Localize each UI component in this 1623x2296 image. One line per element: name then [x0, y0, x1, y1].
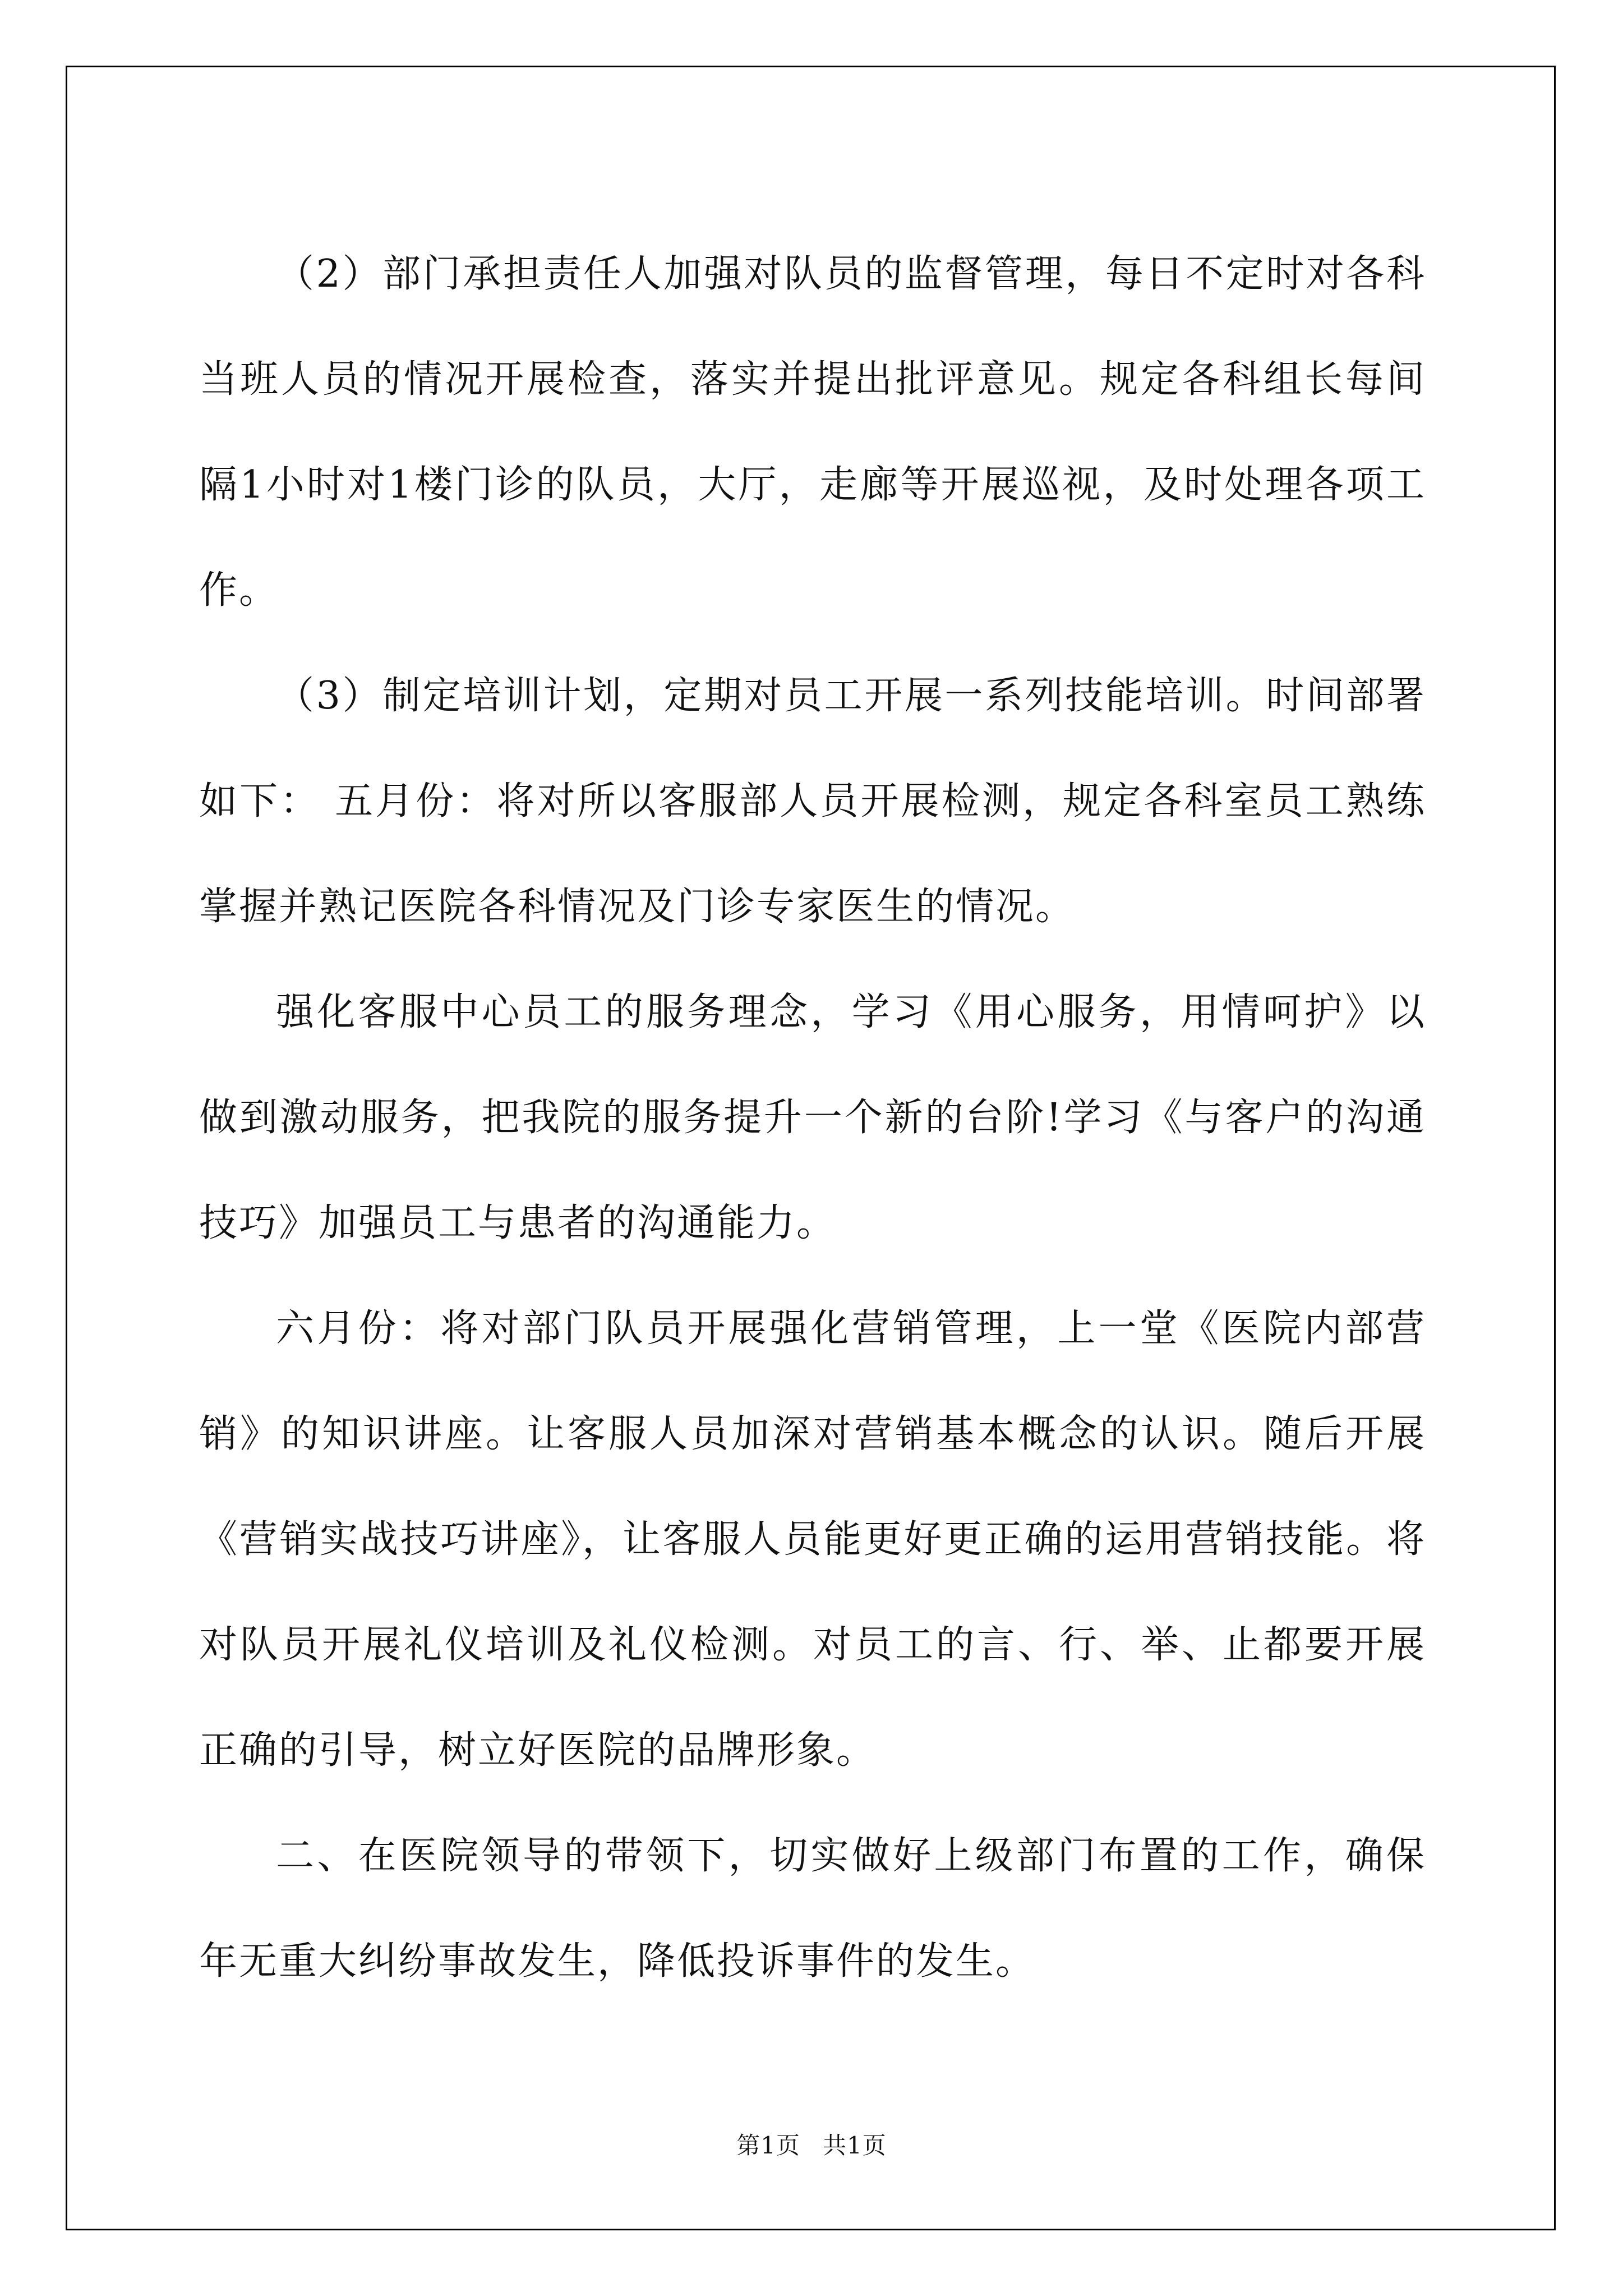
page-footer [0, 2129, 1623, 2162]
paragraph-3: 强化客服中心员工的服务理念，学习《用心服务，用情呵护》以做到激动服务，把我院的服务提升一个新的台阶!学习《与客户的沟通技巧》加强员工与患者的沟通能力。 [199, 990, 1426, 1245]
paragraph-2: （3）制定培训计划，定期对员工开展一系列技能培训。时间部署如下： 五月份：将对所以客服部人员开展检测，规定各科室员工熟练掌握并熟记医院各科情况及门诊专家医生的情况。 [199, 674, 1426, 929]
paragraph-4: 六月份：将对部门队员开展强化营销管理，上一堂《医院内部营销》的知识讲座。让客服人员加深对营销基本概念的认识。随后开展《营销实战技巧讲座》，让客服人员能更好更正确的运用营销技能。将对队员开展礼仪培训及礼仪检测。对员工的言、行、举、止都要开展正确的引导，树立好医院的品牌形象。 [199, 1306, 1426, 1773]
page-number: 第1页 [736, 2132, 800, 2159]
document-body [199, 222, 1426, 2014]
paragraph-1: （2）部门承担责任人加强对队员的监督管理，每日不定时对各科当班人员的情况开展检查，落实并提出批评意见。规定各科组长每间隔1小时对1楼门诊的队员，大厅，走廊等开展巡视，及时处理各项工作。 [199, 252, 1426, 613]
paragraph-5: 二、在医院领导的带领下，切实做好上级部门布置的工作，确保年无重大纠纷事故发生，降低投诉事件的发生。 [199, 1834, 1426, 1984]
page-total: 共1页 [823, 2132, 887, 2159]
